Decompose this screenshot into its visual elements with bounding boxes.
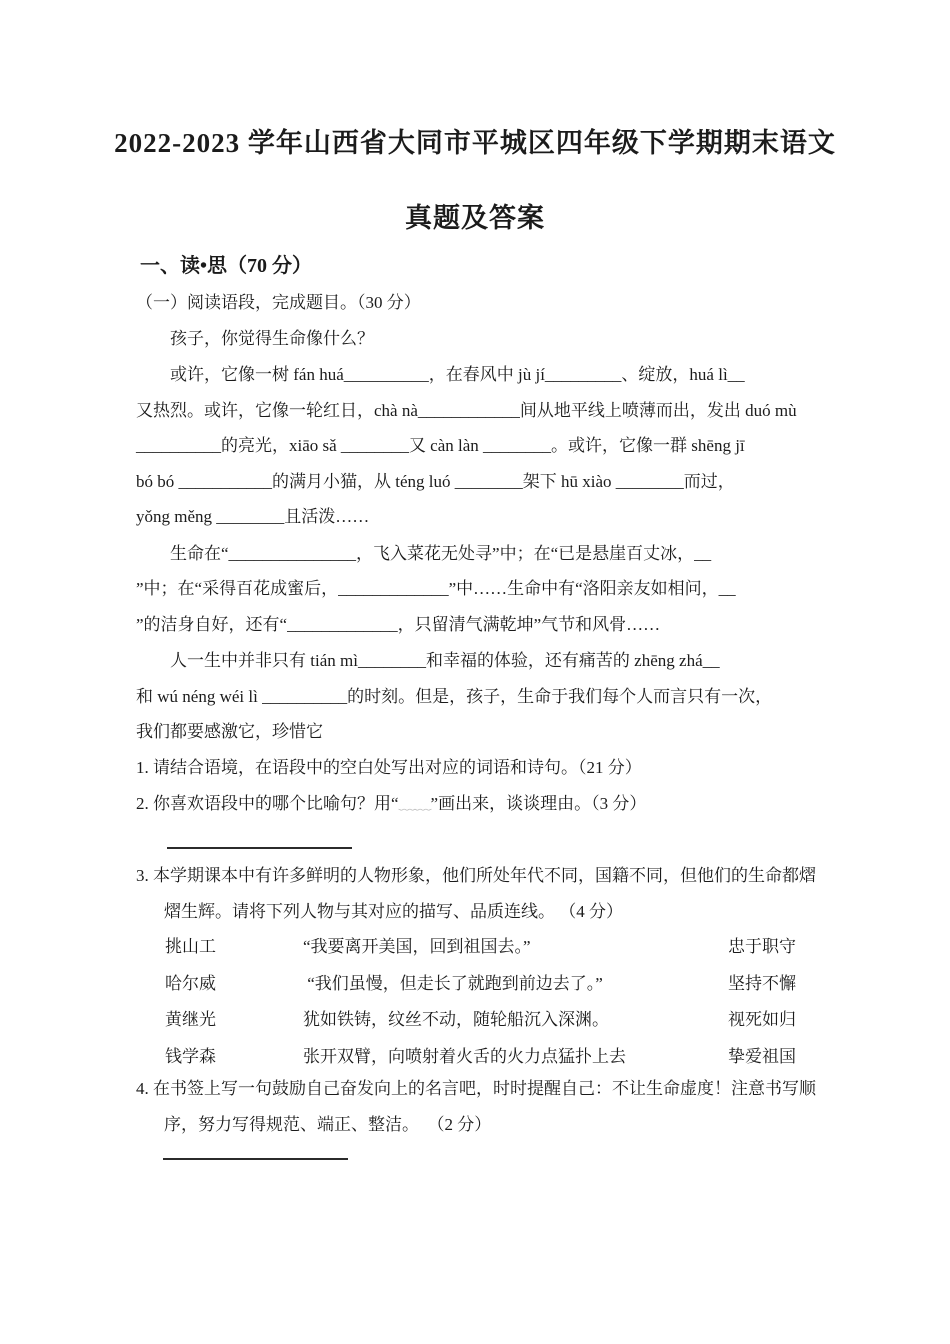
document-title-line2: 真题及答案 xyxy=(405,203,545,233)
answer-blank-line xyxy=(167,829,352,849)
passage-line: __________的亮光，xiāo sǎ ________又 càn làn ________。或许，它像一群 shēng jī xyxy=(136,436,745,455)
question-1: 1. 请结合语境，在语段中的空白处写出对应的词语和诗句。（21 分） xyxy=(136,758,642,777)
person-description: “我要离开美国，回到祖国去。” xyxy=(303,937,531,956)
person-quality: 视死如归 xyxy=(728,1010,796,1029)
passage-line: yǒng měng ________且活泼…… xyxy=(136,507,370,526)
passage-line: 孩子，你觉得生命像什么？ xyxy=(170,329,374,348)
person-quality: 坚持不懈 xyxy=(728,974,796,993)
wavy-underline-mark: ﹏﹏ xyxy=(398,794,431,813)
question-4-line1: 4. 在书签上写一句鼓励自己奋发向上的名言吧，时时提醒自己：不让生命虚度！注意书写顺 xyxy=(136,1079,816,1098)
document-title-line1: 2022-2023 学年山西省大同市平城区四年级下学期期末语文 xyxy=(114,128,836,158)
matching-row xyxy=(136,935,850,959)
passage-line: 或许，它像一树 fán huá__________，在春风中 jù jí_________、绽放，huá lì__ xyxy=(170,365,745,384)
passage-line: 生命在“_______________，飞入菜花无处寻”中；在“已是悬崖百丈冰，__ xyxy=(170,544,712,563)
person-quality: 忠于职守 xyxy=(728,937,796,956)
matching-row xyxy=(136,1008,850,1032)
matching-row xyxy=(136,972,850,996)
section-heading: 一、读•思（70 分） xyxy=(140,255,313,277)
person-description: 张开双臂，向喷射着火舌的火力点猛扑上去 xyxy=(303,1047,626,1066)
matching-row xyxy=(136,1045,850,1069)
person-name: 钱学森 xyxy=(165,1047,216,1066)
passage-line: 又热烈。或许，它像一轮红日，chà nà____________间从地平线上喷薄而出，发出 duó mù xyxy=(136,401,797,420)
passage-line: ”中；在“采得百花成蜜后，_____________”中……生命中有“洛阳亲友如相问，__ xyxy=(136,579,736,598)
person-name: 黄继光 xyxy=(165,1010,216,1029)
question-3-line2: 熠生辉。请将下列人物与其对应的描写、品质连线。 （4 分） xyxy=(164,902,623,921)
passage-line: 我们都要感激它，珍惜它 xyxy=(136,722,323,741)
person-name: 哈尔威 xyxy=(165,974,216,993)
passage-line: 和 wú néng wéi lì __________的时刻。但是，孩子，生命于我们每个人而言只有一次， xyxy=(136,687,773,706)
passage-line: bó bó ___________的满月小猫，从 téng luó ________架下 hū xiào ________而过， xyxy=(136,472,735,491)
question-2 xyxy=(136,792,850,816)
question-2-text: 2. 你喜欢语段中的哪个比喻句？用“ xyxy=(136,794,399,813)
passage-line: 人一生中并非只有 tián mì________和幸福的体验，还有痛苦的 zhēng zhá__ xyxy=(170,651,720,670)
person-name: 挑山工 xyxy=(165,937,216,956)
question-2-text-end: ”画出来，谈谈理由。（3 分） xyxy=(430,794,647,813)
person-description: 犹如铁铸，纹丝不动，随轮船沉入深渊。 xyxy=(303,1010,609,1029)
question-3-line1: 3. 本学期课本中有许多鲜明的人物形象，他们所处年代不同，国籍不同，但他们的生命都熠 xyxy=(136,866,816,885)
person-quality: 挚爱祖国 xyxy=(728,1047,796,1066)
passage-line: ”的洁身自好，还有“_____________，只留清气满乾坤”气节和风骨…… xyxy=(136,615,661,634)
person-description: “我们虽慢，但走长了就跑到前边去了。” xyxy=(303,974,603,993)
section-subheading: （一）阅读语段，完成题目。（30 分） xyxy=(136,293,421,312)
answer-blank-line xyxy=(163,1140,348,1160)
question-4-line2: 序，努力写得规范、端正、整洁。 （2 分） xyxy=(164,1115,492,1134)
